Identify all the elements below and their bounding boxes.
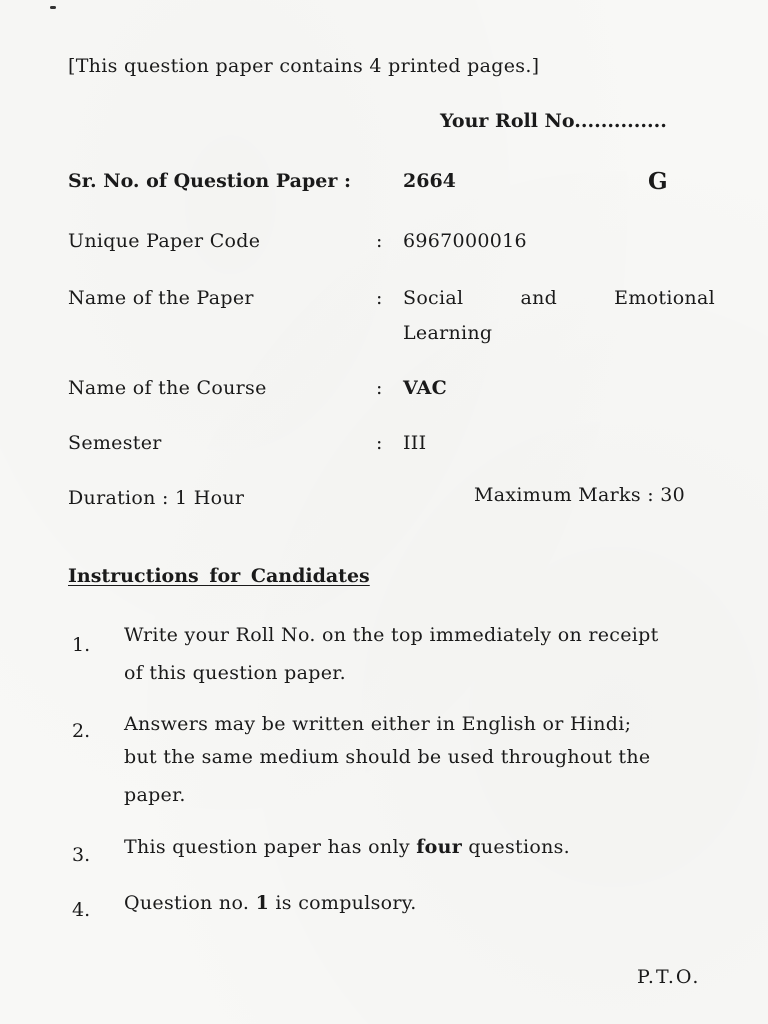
paper-name-word: Social — [403, 287, 464, 309]
instructions-heading: Instructions for Candidates — [68, 565, 370, 587]
paper-name-value — [403, 287, 715, 309]
paper-code-value: 6967000016 — [403, 230, 527, 252]
roll-number-field: Your Roll No.............. — [440, 110, 667, 132]
instruction-text — [124, 892, 417, 914]
semester-label: Semester — [68, 432, 162, 454]
sr-no-label: Sr. No. of Question Paper : — [68, 170, 351, 192]
please-turn-over: P.T.O. — [637, 966, 701, 988]
semester-colon: : — [376, 432, 383, 454]
instruction-text: but the same medium should be used throughout the — [124, 746, 651, 768]
maximum-marks: Maximum Marks : 30 — [474, 484, 686, 506]
instruction-text-part: is compulsory. — [269, 892, 417, 914]
paper-code-label: Unique Paper Code — [68, 230, 261, 252]
sr-no-value: 2664 — [403, 170, 456, 192]
course-label: Name of the Course — [68, 377, 267, 399]
paper-name-word: and — [520, 287, 558, 309]
course-colon: : — [376, 377, 383, 399]
page-count-note: [This question paper contains 4 printed pages.] — [68, 55, 540, 77]
instruction-text: Answers may be written either in English or Hindi; — [124, 713, 632, 735]
instruction-text: Write your Roll No. on the top immediately on receipt — [124, 624, 659, 646]
instruction-text-part: questions. — [462, 836, 570, 858]
instruction-number: 4. — [72, 899, 91, 921]
paper-name-word: Emotional — [614, 287, 715, 309]
instruction-emphasis: 1 — [255, 892, 270, 914]
duration: Duration : 1 Hour — [68, 487, 245, 509]
instruction-number: 3. — [72, 844, 91, 866]
instruction-text: paper. — [124, 784, 186, 806]
paper-name-value-line2: Learning — [403, 322, 493, 344]
semester-value: III — [403, 432, 427, 454]
instruction-number: 1. — [72, 634, 91, 656]
instruction-emphasis: four — [416, 836, 463, 858]
instruction-text-part: Question no. — [124, 892, 256, 914]
paper-code-colon: : — [376, 230, 383, 252]
instruction-number: 2. — [72, 720, 91, 742]
instruction-text: of this question paper. — [124, 662, 346, 684]
paper-name-label: Name of the Paper — [68, 287, 254, 309]
paper-set-code: G — [648, 168, 668, 195]
paper-name-colon: : — [376, 287, 383, 309]
instruction-text-part: This question paper has only — [124, 836, 417, 858]
course-value: VAC — [403, 377, 448, 399]
instruction-text — [124, 836, 570, 858]
scan-speck — [50, 6, 56, 9]
